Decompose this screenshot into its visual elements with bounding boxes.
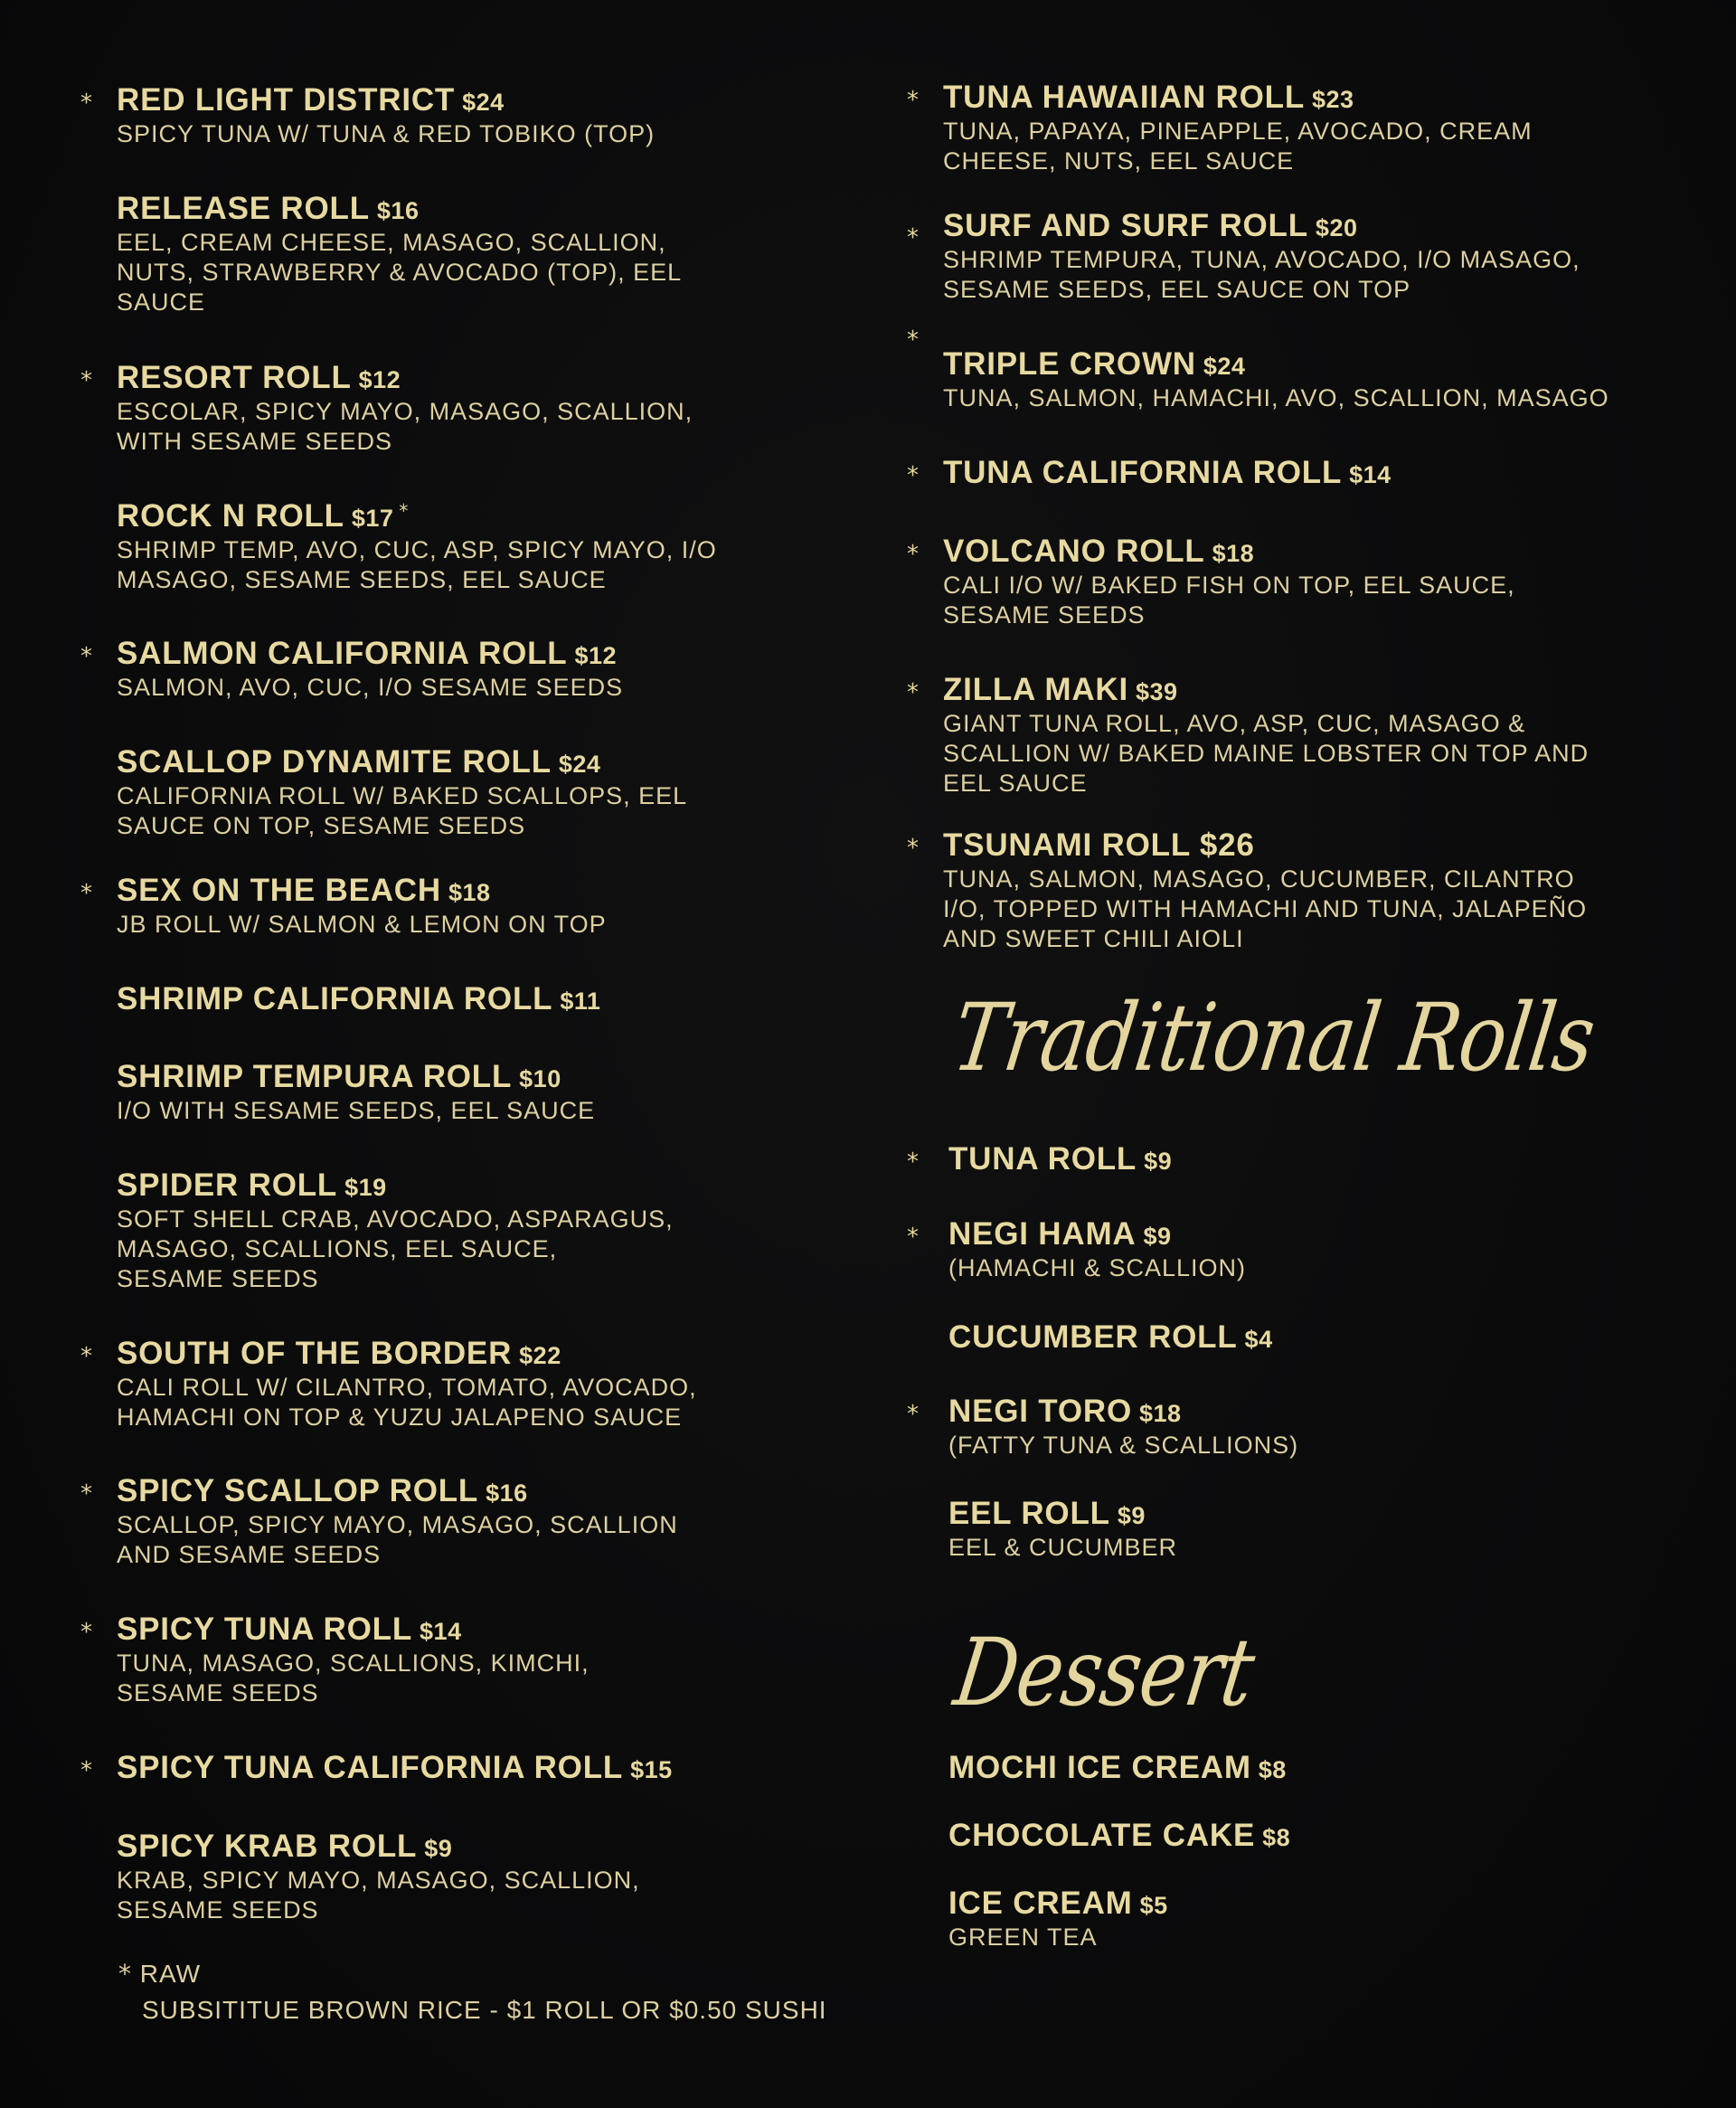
item-description: EEL, CREAM CHEESE, MASAGO, SCALLION, NUTS, STRAWBERRY & AVOCADO (TOP), EEL SAUCE bbox=[117, 229, 683, 316]
item-description: I/O WITH SESAME SEEDS, EEL SAUCE bbox=[117, 1097, 596, 1124]
item-name: RESORT ROLL bbox=[117, 360, 352, 395]
raw-marker-inline: * bbox=[399, 500, 409, 522]
raw-marker: * bbox=[907, 1149, 919, 1176]
item-name: RELEASE ROLL bbox=[117, 191, 370, 226]
raw-marker: * bbox=[907, 541, 919, 568]
raw-marker: * bbox=[907, 87, 919, 114]
item-price: $23 bbox=[1312, 86, 1354, 113]
item-price: $20 bbox=[1315, 214, 1358, 241]
item-description: CALI ROLL W/ CILANTRO, TOMATO, AVOCADO, HAMACHI ON TOP & YUZU JALAPENO SAUCE bbox=[117, 1374, 697, 1431]
menu-item bbox=[907, 80, 1533, 176]
raw-marker: * bbox=[907, 1401, 919, 1428]
raw-marker: * bbox=[80, 90, 92, 117]
raw-marker: * bbox=[80, 1480, 92, 1508]
item-description: GREEN TEA bbox=[948, 1924, 1098, 1951]
item-name: TUNA ROLL bbox=[948, 1141, 1137, 1177]
item-name: SURF AND SURF ROLL bbox=[943, 208, 1308, 243]
raw-marker: * bbox=[80, 367, 92, 394]
item-name: RED LIGHT DISTRICT bbox=[117, 82, 456, 118]
item-name: SPIDER ROLL bbox=[117, 1167, 338, 1203]
menu-item bbox=[117, 193, 682, 317]
item-name: SHRIMP TEMPURA ROLL bbox=[117, 1059, 513, 1094]
item-description: CALI I/O W/ BAKED FISH ON TOP, EEL SAUCE, SESAME SEEDS bbox=[943, 572, 1515, 629]
item-name: SPICY TUNA CALIFORNIA ROLL bbox=[117, 1750, 624, 1785]
item-name: ICE CREAM bbox=[948, 1886, 1133, 1921]
item-price: $17 bbox=[351, 505, 394, 532]
item-description: TUNA, SALMON, MASAGO, CUCUMBER, CILANTRO I/O, TOPPED WITH HAMACHI AND TUNA, JALAPEÑO AND SWEET CHILI AIOLI bbox=[943, 865, 1588, 952]
item-name: TUNA HAWAIIAN ROLL bbox=[943, 80, 1306, 115]
item-price: $9 bbox=[1117, 1502, 1146, 1529]
menu-item bbox=[907, 326, 1609, 413]
item-price: $8 bbox=[1262, 1824, 1291, 1851]
menu-item bbox=[117, 500, 717, 595]
item-price: $22 bbox=[519, 1342, 561, 1369]
menu-item bbox=[907, 1141, 1173, 1177]
raw-marker: * bbox=[907, 835, 919, 862]
item-description: CALIFORNIA ROLL W/ BAKED SCALLOPS, EEL SAUCE ON TOP, SESAME SEEDS bbox=[117, 782, 688, 839]
menu-item bbox=[117, 746, 687, 841]
menu-item bbox=[907, 1394, 1299, 1460]
menu-item bbox=[80, 82, 656, 149]
item-name: SPICY TUNA ROLL bbox=[117, 1612, 413, 1647]
item-price: $24 bbox=[462, 89, 505, 116]
raw-marker: * bbox=[907, 679, 919, 706]
item-price: $16 bbox=[376, 197, 420, 224]
menu-item bbox=[80, 873, 607, 940]
item-price: $11 bbox=[560, 988, 601, 1015]
item-price: $8 bbox=[1258, 1756, 1287, 1783]
footnote bbox=[118, 1956, 827, 2028]
menu-item bbox=[948, 1498, 1177, 1563]
menu-item bbox=[948, 1887, 1168, 1952]
item-description: SCALLOP, SPICY MAYO, MASAGO, SCALLION AND SESAME SEEDS bbox=[117, 1511, 678, 1568]
item-price: $39 bbox=[1136, 678, 1178, 705]
menu-item bbox=[948, 1820, 1290, 1852]
raw-marker: * bbox=[80, 1757, 92, 1784]
item-price: $19 bbox=[344, 1174, 387, 1201]
menu-item bbox=[907, 455, 1392, 490]
item-description: EEL & CUCUMBER bbox=[948, 1534, 1178, 1561]
item-price: $24 bbox=[1203, 353, 1246, 380]
item-price: $9 bbox=[1144, 1148, 1173, 1175]
item-price: $9 bbox=[1143, 1223, 1172, 1250]
item-name: SEX ON THE BEACH bbox=[117, 873, 441, 908]
raw-marker: * bbox=[907, 462, 919, 489]
item-description: KRAB, SPICY MAYO, MASAGO, SCALLION, SESAME SEEDS bbox=[117, 1867, 640, 1924]
footnote-substitute: SUBSITITUE BROWN RICE - $1 ROLL OR $0.50 SUSHI bbox=[142, 1996, 827, 2024]
menu-item bbox=[80, 1473, 678, 1570]
menu-item bbox=[80, 360, 693, 457]
menu-item bbox=[80, 1750, 673, 1785]
item-description: GIANT TUNA ROLL, AVO, ASP, CUC, MASAGO & SCALLION W/ BAKED MAINE LOBSTER ON TOP AND EEL SAUCE bbox=[943, 710, 1590, 797]
menu-item bbox=[948, 1321, 1273, 1354]
menu-item bbox=[117, 983, 600, 1016]
menu-item bbox=[907, 827, 1588, 954]
item-name: CUCUMBER ROLL bbox=[948, 1319, 1238, 1355]
item-price: $16 bbox=[486, 1479, 528, 1507]
raw-marker: * bbox=[907, 224, 919, 251]
menu-item bbox=[80, 636, 624, 703]
item-description: SPICY TUNA W/ TUNA & RED TOBIKO (TOP) bbox=[117, 120, 656, 147]
footnote-raw-label: RAW bbox=[139, 1960, 202, 1988]
item-name: ROCK N ROLL bbox=[117, 498, 344, 534]
item-name: MOCHI ICE CREAM bbox=[948, 1750, 1251, 1785]
item-price: $4 bbox=[1244, 1326, 1273, 1353]
section-heading-dessert: Dessert bbox=[948, 1619, 1260, 1727]
item-price: $14 bbox=[1349, 461, 1392, 488]
item-name: SOUTH OF THE BORDER bbox=[117, 1336, 513, 1371]
item-price: $24 bbox=[558, 751, 601, 778]
item-description: TUNA, MASAGO, SCALLIONS, KIMCHI, SESAME SEEDS bbox=[117, 1650, 590, 1706]
raw-marker: * bbox=[80, 1619, 92, 1646]
raw-marker: * bbox=[80, 643, 92, 670]
item-name: TUNA CALIFORNIA ROLL bbox=[943, 455, 1343, 490]
footnote-star: * bbox=[118, 1959, 132, 1989]
item-name: NEGI TORO bbox=[948, 1394, 1132, 1429]
item-name: SALMON CALIFORNIA ROLL bbox=[117, 636, 568, 671]
item-description: SHRIMP TEMPURA, TUNA, AVOCADO, I/O MASAGO, SESAME SEEDS, EEL SAUCE ON TOP bbox=[943, 246, 1580, 303]
item-price: $12 bbox=[574, 642, 618, 669]
item-price: $15 bbox=[630, 1756, 673, 1783]
raw-marker: * bbox=[907, 326, 919, 354]
item-description: (FATTY TUNA & SCALLIONS) bbox=[948, 1432, 1299, 1459]
item-description: TUNA, PAPAYA, PINEAPPLE, AVOCADO, CREAM CHEESE, NUTS, EEL SAUCE bbox=[943, 118, 1533, 175]
item-name: EEL ROLL bbox=[948, 1496, 1110, 1531]
item-name: CHOCOLATE CAKE bbox=[948, 1818, 1256, 1853]
item-price: $9 bbox=[424, 1835, 453, 1862]
item-name: SHRIMP CALIFORNIA ROLL bbox=[117, 981, 553, 1016]
item-name: SPICY SCALLOP ROLL bbox=[117, 1473, 479, 1508]
menu-item bbox=[117, 1169, 674, 1294]
item-price: $10 bbox=[519, 1065, 561, 1092]
item-price: $18 bbox=[1138, 1400, 1182, 1427]
item-price: $18 bbox=[1212, 540, 1255, 567]
item-name: NEGI HAMA bbox=[948, 1216, 1137, 1252]
menu-item bbox=[80, 1336, 697, 1432]
menu-item bbox=[80, 1612, 590, 1708]
item-price: $5 bbox=[1139, 1892, 1168, 1919]
menu-item bbox=[907, 1216, 1247, 1283]
menu-item bbox=[907, 208, 1580, 305]
item-description: TUNA, SALMON, HAMACHI, AVO, SCALLION, MASAGO bbox=[943, 384, 1609, 411]
menu-item bbox=[948, 1752, 1287, 1784]
menu-item bbox=[907, 672, 1590, 799]
item-name: ZILLA MAKI bbox=[943, 672, 1128, 707]
menu-item bbox=[117, 1061, 595, 1126]
raw-marker: * bbox=[80, 880, 92, 907]
item-description: (HAMACHI & SCALLION) bbox=[948, 1254, 1247, 1281]
item-description: SOFT SHELL CRAB, AVOCADO, ASPARAGUS, MASAGO, SCALLIONS, EEL SAUCE, SESAME SEEDS bbox=[117, 1205, 674, 1292]
raw-marker: * bbox=[907, 1224, 919, 1251]
item-description: SHRIMP TEMP, AVO, CUC, ASP, SPICY MAYO, I/O MASAGO, SESAME SEEDS, EEL SAUCE bbox=[117, 536, 717, 593]
item-description: ESCOLAR, SPICY MAYO, MASAGO, SCALLION, WITH SESAME SEEDS bbox=[117, 398, 693, 455]
item-name: TRIPLE CROWN bbox=[943, 346, 1196, 382]
item-name: VOLCANO ROLL bbox=[943, 534, 1205, 569]
item-description: SALMON, AVO, CUC, I/O SESAME SEEDS bbox=[117, 674, 624, 701]
section-heading-traditional: Traditional Rolls bbox=[947, 984, 1601, 1092]
menu-item bbox=[907, 534, 1515, 630]
item-description: JB ROLL W/ SALMON & LEMON ON TOP bbox=[117, 911, 607, 938]
item-name: TSUNAMI ROLL $26 bbox=[943, 827, 1255, 863]
item-price: $12 bbox=[358, 366, 401, 393]
item-name: SPICY KRAB ROLL bbox=[117, 1829, 418, 1864]
raw-marker: * bbox=[80, 1343, 92, 1370]
menu-item bbox=[117, 1830, 640, 1925]
item-name: SCALLOP DYNAMITE ROLL bbox=[117, 744, 552, 780]
item-price: $18 bbox=[448, 879, 491, 906]
item-price: $14 bbox=[420, 1618, 462, 1645]
